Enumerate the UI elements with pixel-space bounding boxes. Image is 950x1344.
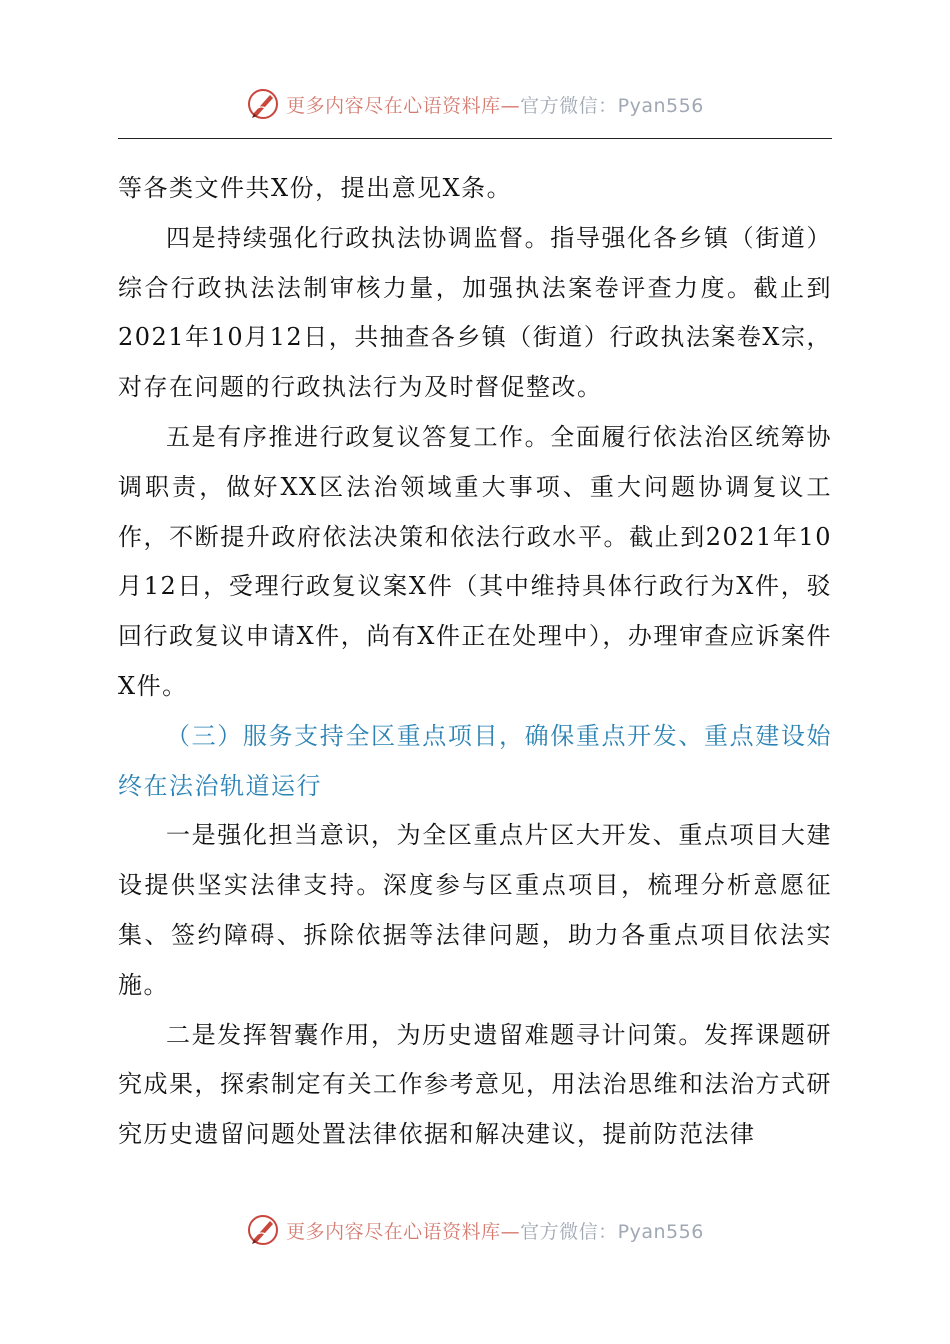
header-banner-main: 更多内容尽在心语资料库— xyxy=(286,94,521,117)
paragraph-two: 二是发挥智囊作用，为历史遗留难题寻计问策。发挥课题研究成果，探索制定有关工作参考意见，用法治思维和法治方式研究历史遗留问题处置法律依据和解决建议，提前防范法律 xyxy=(118,1020,832,1149)
section-heading: （三）服务支持全区重点项目，确保重点开发、重点建设始终在法治轨道运行 xyxy=(118,721,832,800)
paragraph-five: 五是有序推进行政复议答复工作。全面履行依法治区统筹协调职责，做好XX区法治领域重大事项、重大问题协调复议工作，不断提升政府依法决策和依法行政水平。截止到2021年10月12日，受理行政复议案X件（其中维持具体行政行为X件，驳回行政复议申请X件，尚有X件正在处理中），办理审查应诉案件X件。 xyxy=(118,422,832,700)
footer-banner xyxy=(0,1210,950,1250)
paragraph-continued: 等各类文件共X份，提出意见X条。 xyxy=(118,174,513,202)
header-banner xyxy=(0,84,950,124)
header-banner-text xyxy=(286,91,704,118)
pen-logo-icon xyxy=(246,87,280,121)
pen-logo-icon xyxy=(246,1213,280,1247)
paragraph-one: 一是强化担当意识，为全区重点片区大开发、重点项目大建设提供坚实法律支持。深度参与区重点项目，梳理分析意愿征集、签约障碍、拆除依据等法律问题，助力各重点项目依法实施。 xyxy=(118,821,832,999)
document-body xyxy=(118,164,832,1160)
paragraph-four: 四是持续强化行政执法协调监督。指导强化各乡镇（街道）综合行政执法法制审核力量，加强执法案卷评查力度。截止到2021年10月12日，共抽查各乡镇（街道）行政执法案卷X宗，对存在问题的行政执法行为及时督促整改。 xyxy=(118,223,832,402)
footer-banner-wechat: 官方微信：Pyan556 xyxy=(520,1220,704,1243)
header-divider xyxy=(118,138,832,139)
header-banner-wechat: 官方微信：Pyan556 xyxy=(520,94,704,117)
footer-banner-text xyxy=(286,1217,704,1244)
footer-banner-main: 更多内容尽在心语资料库— xyxy=(286,1220,521,1243)
